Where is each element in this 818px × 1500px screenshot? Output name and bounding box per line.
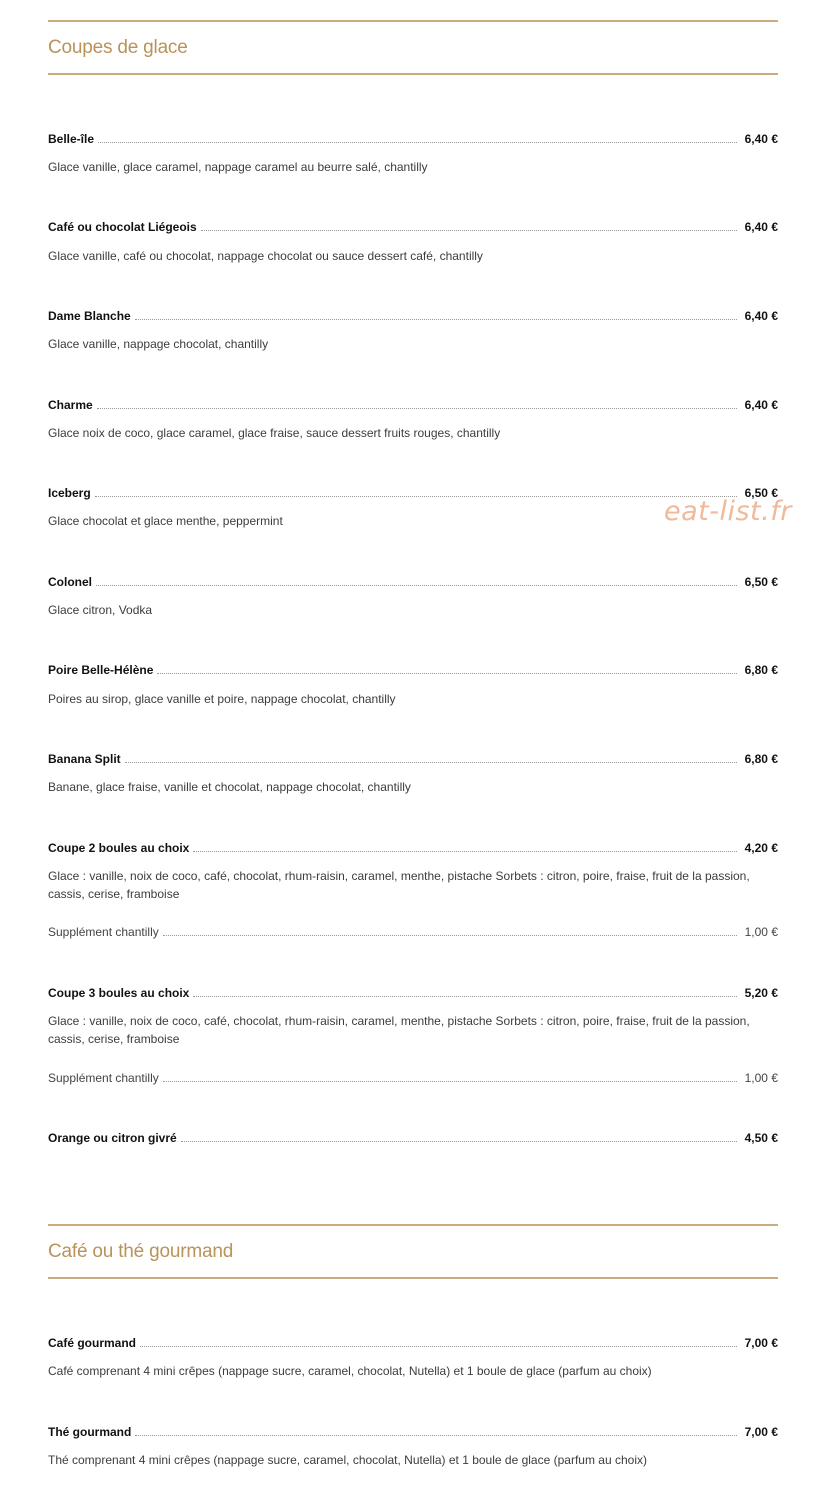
item-description: Glace : vanille, noix de coco, café, chocolat, rhum-raisin, caramel, menthe, pistache Sorbets : citron, poire, fraise, fruit de la passion, cassis, cerise, framboise [48,1014,750,1046]
item-price: 7,00 € [744,1336,778,1350]
item-description: Glace vanille, glace caramel, nappage caramel au beurre salé, chantilly [48,160,428,174]
item-name: Coupe 3 boules au choix [48,986,190,1000]
watermark-logo: eat-list.fr [664,496,792,527]
supplement-price: 1,00 € [744,925,778,939]
dot-leader [181,1140,737,1142]
item-description: Café comprenant 4 mini crêpes (nappage sucre, caramel, chocolat, Nutella) et 1 boule de glace (parfum au choix) [48,1364,652,1378]
item-price: 6,50 € [744,575,778,589]
item-price: 7,00 € [744,1425,778,1439]
section-title: Coupes de glace [48,37,188,58]
dot-leader [135,318,737,320]
supplement-name: Supplément chantilly [48,925,159,939]
menu-item-cafe-gourmand [48,1334,778,1352]
section-rule-bottom [48,1277,778,1279]
dot-leader [125,761,737,763]
item-name: Café gourmand [48,1336,137,1350]
dot-leader [201,229,737,231]
item-name: Belle-île [48,132,95,146]
item-name: Thé gourmand [48,1425,132,1439]
dot-leader [97,407,737,409]
item-price: 4,20 € [744,841,778,855]
dot-leader [193,850,736,852]
item-description: Glace citron, Vodka [48,603,153,617]
section-title: Café ou thé gourmand [48,1241,234,1262]
section-rule-top [48,20,778,22]
item-price: 6,50 € [744,486,778,500]
supplement-row [48,923,778,941]
dot-leader [163,1080,737,1082]
item-name: Banana Split [48,752,121,766]
dot-leader [157,672,736,674]
supplement-row [48,1069,778,1087]
menu-item-orange-citron-givre [48,1129,778,1147]
menu-item-banana-split [48,750,778,768]
item-price: 6,40 € [744,309,778,323]
item-price: 6,40 € [744,398,778,412]
item-name: Orange ou citron givré [48,1131,177,1145]
item-name: Dame Blanche [48,309,131,323]
dot-leader [96,584,737,586]
item-name: Colonel [48,575,92,589]
item-description: Poires au sirop, glace vanille et poire, nappage chocolat, chantilly [48,692,396,706]
item-description: Thé comprenant 4 mini crêpes (nappage sucre, caramel, chocolat, Nutella) et 1 boule de glace (parfum au choix) [48,1453,647,1467]
item-name: Charme [48,398,93,412]
item-name: Coupe 2 boules au choix [48,841,190,855]
item-description: Glace vanille, café ou chocolat, nappage chocolat ou sauce dessert café, chantilly [48,249,483,263]
dot-leader [140,1345,737,1347]
item-price: 6,40 € [744,132,778,146]
item-description: Glace chocolat et glace menthe, peppermint [48,514,283,528]
item-price: 5,20 € [744,986,778,1000]
dot-leader [135,1434,736,1436]
menu-item-dame-blanche [48,307,778,325]
supplement-name: Supplément chantilly [48,1071,159,1085]
dot-leader [95,495,737,497]
menu-item-the-gourmand [48,1423,778,1441]
item-price: 6,40 € [744,220,778,234]
item-description: Glace noix de coco, glace caramel, glace fraise, sauce dessert fruits rouges, chantilly [48,426,501,440]
item-price: 6,80 € [744,663,778,677]
menu-item-poire-belle-helene [48,661,778,679]
item-price: 6,80 € [744,752,778,766]
item-description: Banane, glace fraise, vanille et chocolat, nappage chocolat, chantilly [48,780,411,794]
supplement-price: 1,00 € [744,1071,778,1085]
item-price: 4,50 € [744,1131,778,1145]
menu-item-coupe-3-boules [48,984,778,1002]
item-name: Café ou chocolat Liégeois [48,220,197,234]
menu-item-liegeois [48,218,778,236]
dot-leader [98,141,737,143]
item-name: Iceberg [48,486,91,500]
dot-leader [163,934,737,936]
section-rule-bottom [48,73,778,75]
item-description: Glace vanille, nappage chocolat, chantilly [48,337,269,351]
menu-item-coupe-2-boules [48,839,778,857]
menu-item-belle-ile [48,130,778,148]
item-description: Glace : vanille, noix de coco, café, chocolat, rhum-raisin, caramel, menthe, pistache Sorbets : citron, poire, fraise, fruit de la passion, cassis, cerise, framboise [48,869,750,901]
menu-item-charme [48,396,778,414]
menu-item-colonel [48,573,778,591]
item-name: Poire Belle-Hélène [48,663,154,677]
section-rule-top [48,1224,778,1226]
dot-leader [193,995,736,997]
